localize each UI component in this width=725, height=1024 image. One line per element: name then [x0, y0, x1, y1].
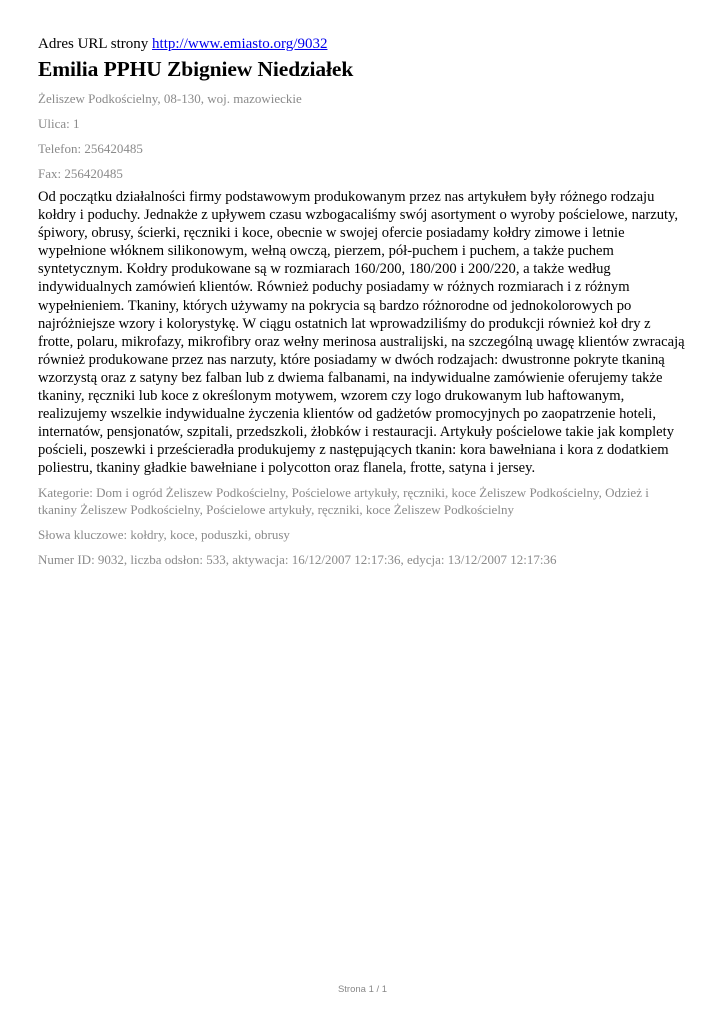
- company-description: Od początku działalności firmy podstawowym produkowanym przez nas artykułem były różnego rodzaju kołdry i poduchy. Jednakże z upływem czasu wzbogacaliśmy swój asortyment o wyroby pościelowe, narzuty, śpiwory, obrusy, ścierki, ręczniki i koce, obecnie w swojej ofercie posiadamy kołdry zimowe i letnie wypełnione włóknem silikonowym, wełną owczą, pierzem, pół-puchem i puchem, a także puchem syntetycznym. Kołdry produkowane są w rozmiarach 160/200, 180/200 i 200/220, a także według indywidualnych zamówień klientów. Również poduchy posiadamy w różnych rozmiarach i z różnym wypełnieniem. Tkaniny, których używamy na pokrycia są bardzo różnorodne od jednokolorowych po najróżniejsze wzory i kolorystykę. W ciągu ostatnich lat wprowadziliśmy do produkcji również koł dry z frotte, polaru, mikrofazy, mikrofibry oraz wełny merinosa australijski, na szczególną uwagę klientów zwracają również produkowane przez nas narzuty, które posiadamy w dwóch rodzajach: dwustronne pokryte tkaniną wzorzystą oraz z satyny bez falban lub z dwiema falbanami, na indywidualne zamówienie oferujemy także tkaniny, ręczniki lub koce z określonym motywem, wzorem czy logo drukowanym lub haftowanym, realizujemy wszelkie indywidualne życzenia klientów od gadżetów promocyjnych po zaopatrzenie hoteli, internatów, pensjonatów, szpitali, przedszkoli, żłobków i restauracji. Artykuły pościelowe takie jak komplety pościeli, poszewki i prześcieradła produkujemy z następujących tkanin: kora bawełniana i kora z dodatkiem poliestru, tkaniny gładkie bawełniane i polycotton oraz flanela, frotte, satyna i jersey.: [38, 189, 685, 477]
- document-page: [38, 0, 688, 568]
- page-number-footer: Strona 1 / 1: [337, 984, 388, 995]
- categories-line: Kategorie: Dom i ogród Żeliszew Podkościelny, Pościelowe artykuły, ręczniki, koce Żeliszew Podkościelny, Odzież i tkaniny Żeliszew Podkościelny, Pościelowe artykuły, ręczniki, koce Żeliszew Podkościelny: [38, 484, 649, 517]
- company-url-link[interactable]: http://www.emiasto.org/9032: [152, 36, 328, 52]
- company-fax: Fax: 256420485: [38, 166, 123, 181]
- company-name-heading: Emilia PPHU Zbigniew Niedziałek: [38, 57, 354, 81]
- company-street: Ulica: 1: [38, 116, 80, 131]
- company-phone: Telefon: 256420485: [38, 141, 143, 156]
- url-label: Adres URL strony: [38, 36, 149, 52]
- company-address: Żeliszew Podkościelny, 08-130, woj. mazowieckie: [38, 91, 302, 106]
- url-line: [38, 35, 688, 54]
- record-info-line: Numer ID: 9032, liczba odsłon: 533, aktywacja: 16/12/2007 12:17:36, edycja: 13/12/2007 12:17:36: [38, 551, 557, 567]
- keywords-line: Słowa kluczowe: kołdry, koce, poduszki, obrusy: [38, 526, 290, 542]
